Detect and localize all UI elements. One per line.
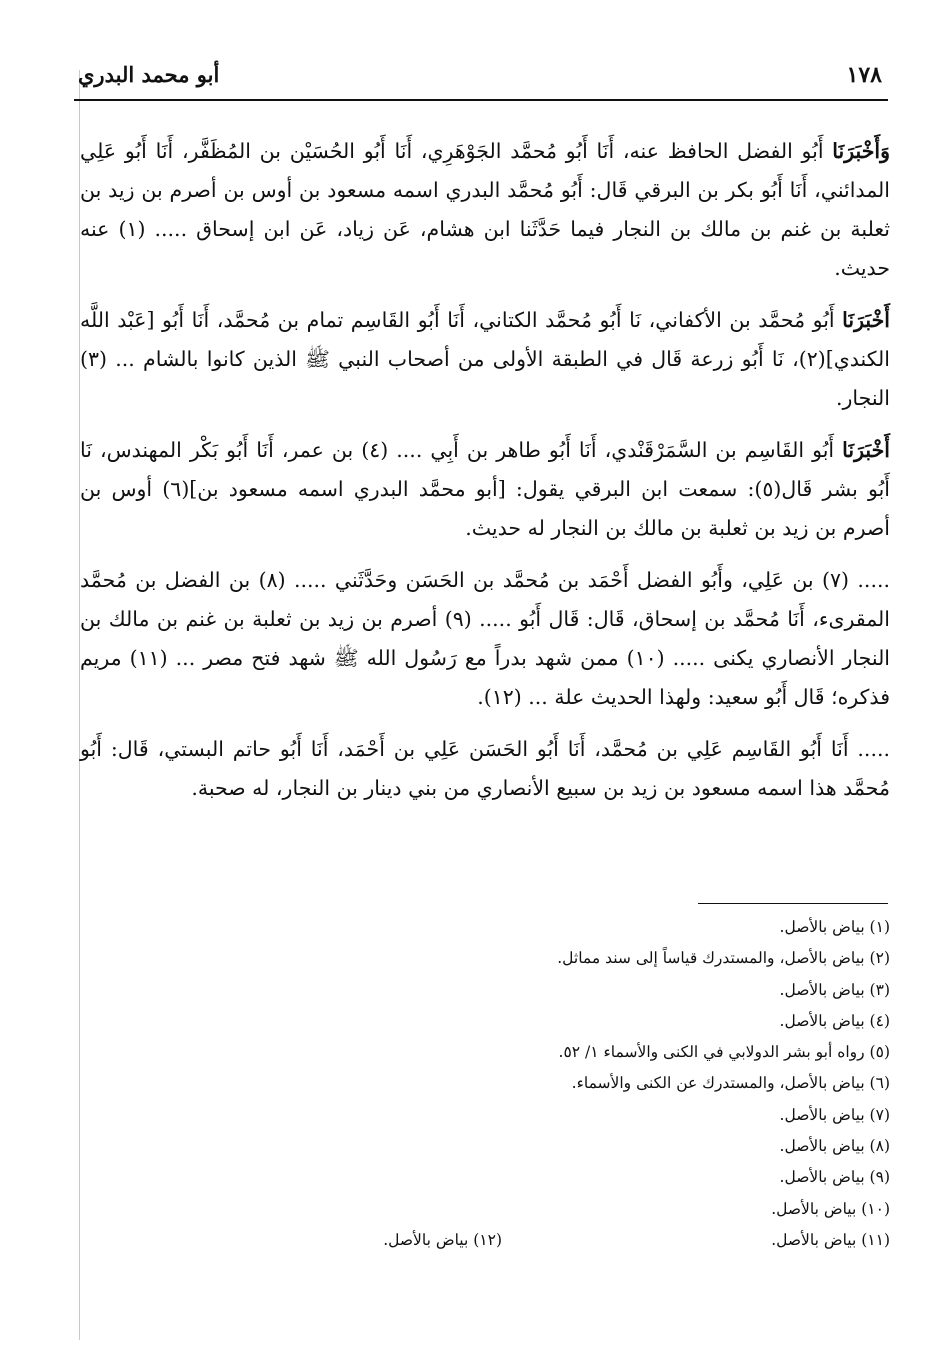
footnotes [80,912,890,1256]
footnote: (٣) بياض بالأصل. [779,980,890,999]
paragraph-lead: أَخْبَرَنَا [842,308,890,332]
paragraph-text: ..... أَنَا أَبُو القَاسِم عَلِي بن مُحمَّد، أَنَا أَبُو الحَسَن عَلِي بن أَحْمَد، أَنَا أَبُو حاتم البستي، قَال: أَبُو مُحمَّد هذا اسمه مسعود بن زيد بن سبيع الأنصاري من بني دينار بن النجار، له صحبة. [80,737,890,800]
paragraph-3 [80,431,890,548]
footnote: (٥) رواه أبو بشر الدولابي في الكنى والأسماء ١/ ٥٢. [558,1043,890,1062]
paragraph-5 [80,730,890,808]
footnote-rule [698,903,888,904]
paragraph-text: أَبُو القَاسِم بن السَّمَرْقَنْدي، أَنَا أَبُو طاهر بن أَبِي .... (٤) بن عمر، أَنَا أَبُو بَكْر المهندس، نَا أَبُو بشر قَال(٥): سمعت ابن البرقي يقول: [أبو محمَّد البدري اسمه مسعود بن](٦) أوس بن أصرم بن زيد بن ثعلبة بن مالك بن النجار له حديث. [80,438,890,540]
footnote: (٧) بياض بالأصل. [779,1105,890,1124]
paragraph-2 [80,301,890,418]
page-header [74,58,888,94]
paragraph-lead: أَخْبَرَنَا [842,438,890,462]
footnote: (١٢) بياض بالأصل. [383,1230,502,1249]
footnote: (٢) بياض بالأصل، والمستدرك قياساً إلى سند مماثل. [557,949,890,968]
running-title: أبو محمد البدري [78,62,220,87]
footnote: (١٠) بياض بالأصل. [771,1199,890,1218]
paragraph-lead: وَأَخْبَرَنَا [832,139,890,163]
paragraph-text: ..... (٧) بن عَلِي، وأَبُو الفضل أَحْمَد بن مُحمَّد بن الحَسَن وحَدَّثَني ..... (٨) بن الفضل بن مُحمَّد المقرىء، أَنَا مُحمَّد بن إسحاق، قَال: قَال أَبُو ..... (٩) أصرم بن زيد بن ثعلبة بن غنم بن مالك بن النجار الأنصاري يكنى ..... (١٠) ممن شهد بدراً مع رَسُول الله ﷺ شهد فتح مصر ... (١١) مريم فذكره؛ قَال أَبُو سعيد: ولهذا الحديث علة ... (١٢). [80,568,891,709]
paragraph-text: أَبُو مُحمَّد بن الأكفاني، نَا أَبُو مُحمَّد الكتاني، أَنَا أَبُو القَاسِم تمام بن مُحمَّد، أَنَا أَبُو [عَبْد اللَّه الكندي](٢)، نَا أَبُو زرعة قَال في الطبقة الأولى من أصحاب النبي ﷺ الذين كانوا بالشام ... (٣) النجار. [80,308,890,410]
paragraph-1 [80,132,890,288]
header-rule [74,99,888,101]
footnote-row [80,1225,890,1256]
page-number: ١٧٨ [846,62,882,88]
footnote: (٩) بياض بالأصل. [779,1168,890,1187]
footnote: (٦) بياض بالأصل، والمستدرك عن الكنى والأسماء. [571,1074,890,1093]
footnote: (١١) بياض بالأصل. [771,1230,890,1249]
footnote: (٤) بياض بالأصل. [779,1011,890,1030]
paragraph-4 [80,561,890,717]
footnote: (١) بياض بالأصل. [779,918,890,936]
paragraph-text: أَبُو الفضل الحافظ عنه، أَنَا أَبُو مُحمَّد الجَوْهَرِي، أَنَا أَبُو الحُسَيْن بن المُظَفَّر، أَنَا أَبُو عَلِي المدائني، أَنَا أَبُو بكر بن البرقي قَال: أَبُو مُحمَّد البدري اسمه مسعود بن أوس بن أصرم بن زيد بن ثعلبة بن غنم بن مالك بن النجار فيما حَدَّثَنا ابن هشام، عَن زياد، عَن ابن إسحاق ..... (١) عنه حديث. [80,139,890,280]
footnote: (٨) بياض بالأصل. [779,1137,890,1156]
main-text [80,132,890,821]
